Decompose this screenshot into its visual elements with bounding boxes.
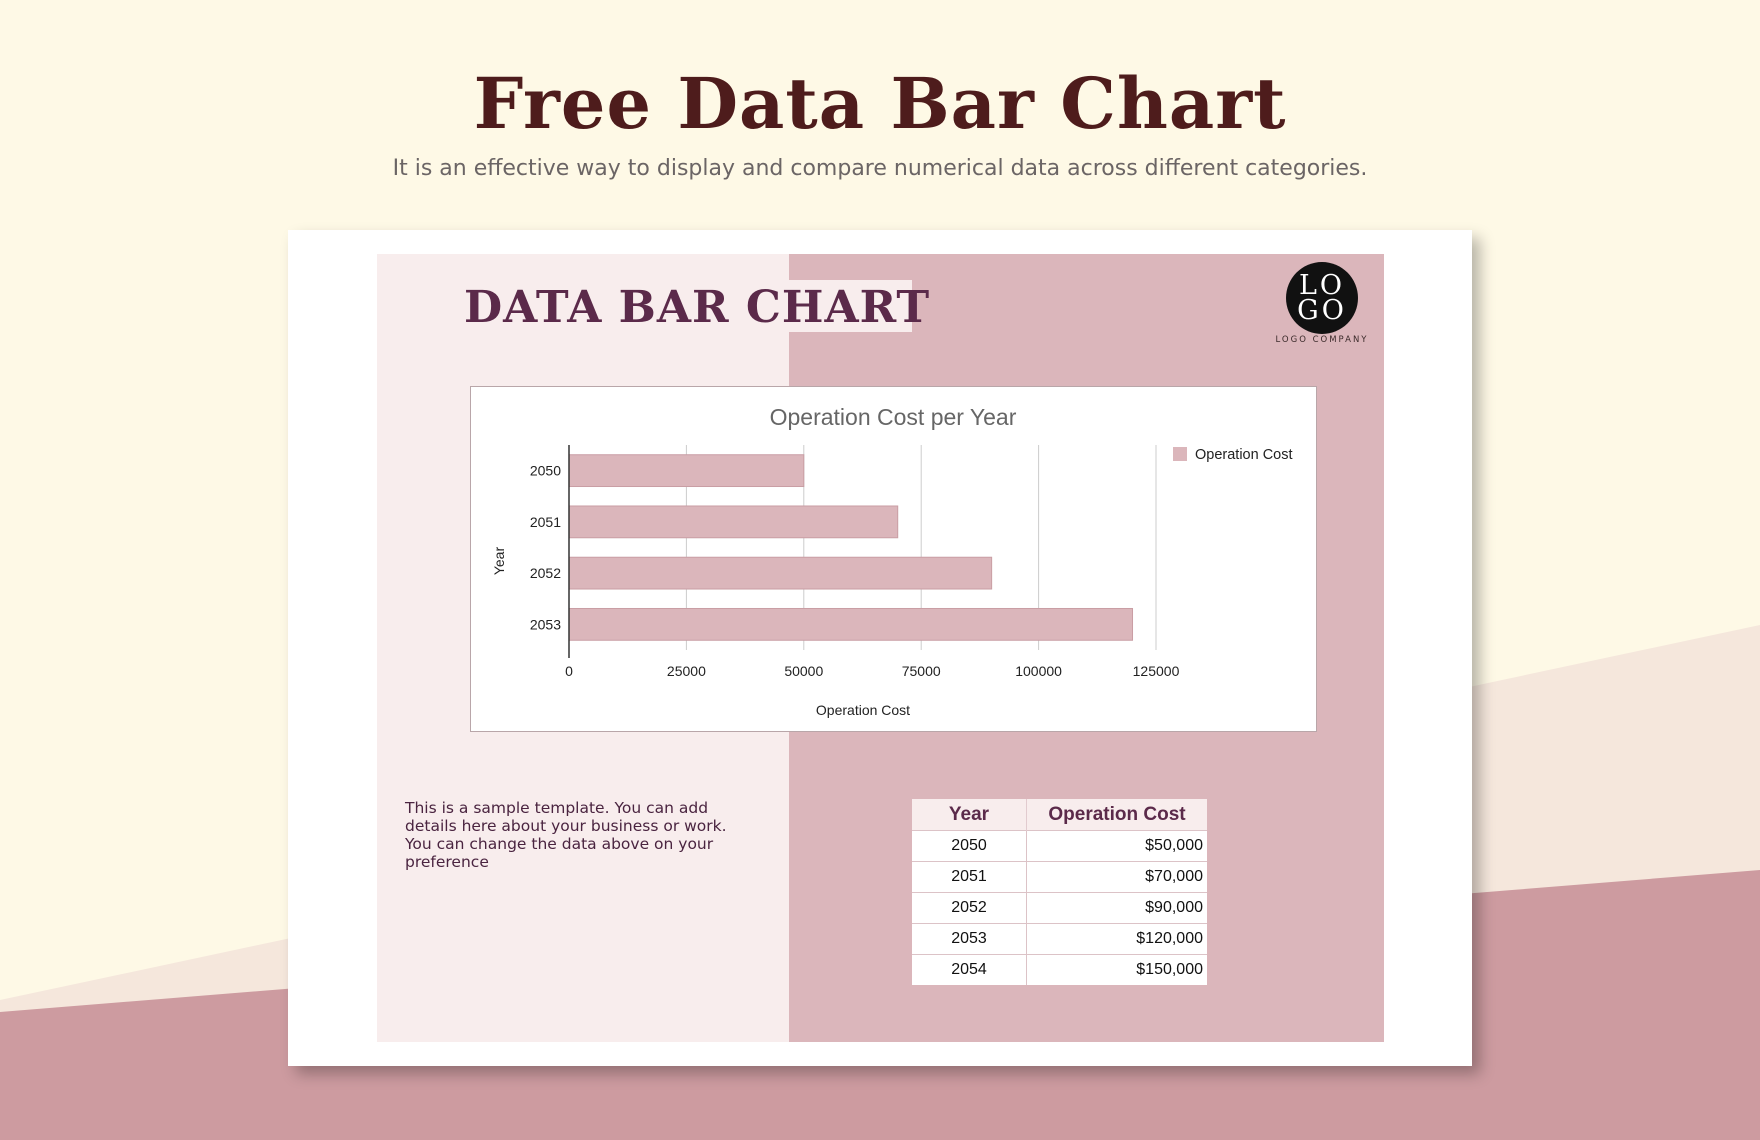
legend-label: Operation Cost	[1195, 447, 1293, 463]
data-table	[912, 799, 1207, 985]
table-header-year: Year	[912, 799, 1027, 831]
document-sheet	[288, 230, 1472, 1066]
table-cell-cost: $90,000	[1027, 893, 1208, 924]
table-cell-cost: $70,000	[1027, 862, 1208, 893]
table-row	[912, 831, 1207, 862]
table-cell-year: 2050	[912, 831, 1027, 862]
y-tick-label: 2053	[529, 616, 561, 633]
x-tick-label: 50000	[784, 663, 824, 679]
document-title: DATA BAR CHART	[464, 282, 931, 333]
bar	[569, 557, 992, 589]
table-cell-year: 2054	[912, 955, 1027, 986]
description-text: This is a sample template. You can add details here about your business or work. You can change the data above on your preference	[405, 799, 727, 871]
table-row	[912, 924, 1207, 955]
table-cell-year: 2053	[912, 924, 1027, 955]
page-title: Free Data Bar Chart	[473, 62, 1287, 145]
table-row	[912, 862, 1207, 893]
table-cell-cost: $50,000	[1027, 831, 1208, 862]
chart-container	[470, 386, 1317, 732]
bar	[569, 608, 1133, 640]
x-tick-label: 75000	[901, 663, 941, 679]
logo-company-name: LOGO COMPANY	[1275, 335, 1369, 345]
logo-text-bottom: GO	[1297, 295, 1347, 326]
table-row	[912, 893, 1207, 924]
x-tick-label: 0	[565, 663, 573, 679]
table-cell-year: 2052	[912, 893, 1027, 924]
table-row	[912, 955, 1207, 986]
bar-chart	[471, 387, 1316, 731]
logo-mark	[1286, 262, 1358, 334]
logo-text-top: LO	[1298, 270, 1346, 301]
x-tick-label: 125000	[1132, 663, 1180, 679]
bar	[569, 506, 898, 538]
x-tick-label: 100000	[1015, 663, 1062, 679]
table-header-cost: Operation Cost	[1027, 799, 1208, 831]
page-subtitle: It is an effective way to display and compare numerical data across different categories.	[392, 156, 1368, 181]
y-tick-label: 2051	[529, 513, 561, 530]
table-cell-cost: $150,000	[1027, 955, 1208, 986]
chart-title: Operation Cost per Year	[769, 404, 1017, 430]
table-cell-year: 2051	[912, 862, 1027, 893]
y-tick-label: 2052	[529, 565, 561, 582]
legend-swatch	[1173, 447, 1187, 461]
y-axis-title: Year	[491, 546, 507, 576]
x-tick-label: 25000	[666, 663, 706, 679]
table-header-row	[912, 799, 1207, 831]
x-axis-title: Operation Cost	[815, 702, 911, 718]
y-tick-label: 2050	[529, 462, 561, 479]
bar	[569, 455, 804, 487]
table-cell-cost: $120,000	[1027, 924, 1208, 955]
